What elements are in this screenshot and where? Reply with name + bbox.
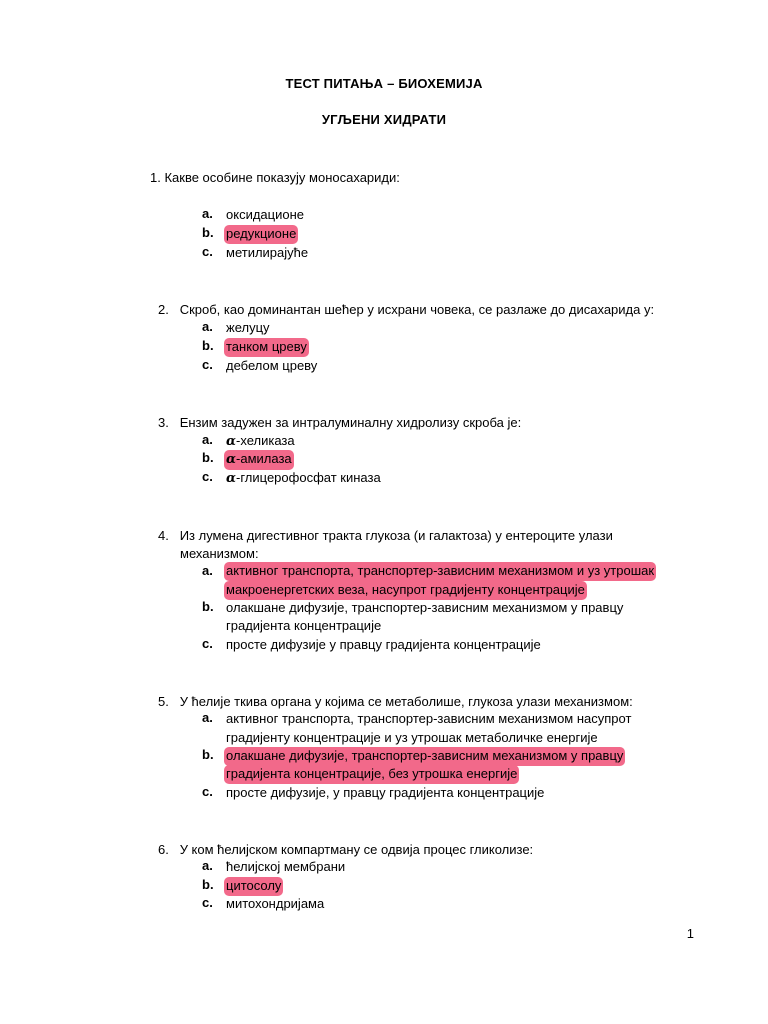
page-subtitle: УГЉЕНИ ХИДРАТИ: [321, 112, 447, 127]
option-text: дебелом цреву: [226, 358, 318, 373]
question-4: [158, 526, 613, 545]
option-text: α-глицерофосфат киназа: [226, 470, 381, 486]
question-number: 1.: [150, 170, 161, 185]
option-letter: c.: [202, 357, 213, 372]
option-letter: b.: [202, 877, 214, 892]
option-text: ћелијској мембрани: [226, 859, 346, 874]
question-text: У ком ћелијском компартману се одвија процес гликолизе:: [179, 842, 534, 857]
question-text: Какве особине показују моносахариди:: [164, 170, 400, 185]
option-letter: a.: [202, 319, 213, 334]
option-text: просте дифузије, у правцу градијента концентрације: [226, 785, 545, 800]
option-letter: b.: [202, 338, 214, 353]
option-text: α-хеликаза: [226, 433, 295, 449]
option-letter: b.: [202, 747, 214, 762]
option-letter: c.: [202, 784, 213, 799]
question-text-line2: механизмом:: [180, 546, 259, 561]
option-letter: c.: [202, 895, 213, 910]
option-text: желуцу: [226, 320, 270, 335]
option-letter: a.: [202, 206, 213, 221]
alpha-symbol: α: [226, 434, 237, 449]
option-text: олакшане дифузије, транспортер-зависним механизмом у правцу: [226, 600, 624, 615]
alpha-symbol: α: [226, 452, 237, 467]
option-text: оксидационе: [226, 207, 304, 222]
question-text: Скроб, као доминантан шећер у исхрани човека, се разлаже до дисахарида у:: [179, 302, 655, 317]
page-number: 1: [686, 926, 694, 941]
question-6: [158, 840, 533, 859]
option-text-highlighted: танком цреву: [224, 338, 309, 357]
option-text: градијента концентрације: [226, 618, 382, 633]
option-letter: a.: [202, 432, 213, 447]
option-letter: a.: [202, 710, 213, 725]
question-number: 4.: [158, 528, 169, 543]
option-letter: c.: [202, 244, 213, 259]
option-letter: c.: [202, 469, 213, 484]
question-number: 3.: [158, 415, 169, 430]
option-text-highlighted: макроенергетских веза, насупрот градијенту концентрације: [224, 581, 587, 600]
option-text-highlighted: градијента концентрације, без утрошка енергије: [224, 765, 519, 784]
option-letter: b.: [202, 450, 214, 465]
option-text-highlighted: олакшане дифузије, транспортер-зависним механизмом у правцу: [224, 747, 625, 766]
alpha-symbol: α: [226, 471, 237, 486]
option-letter: c.: [202, 636, 213, 651]
option-text-highlighted: цитосолу: [224, 877, 283, 896]
question-number: 5.: [158, 694, 169, 709]
option-letter: a.: [202, 563, 213, 578]
option-letter: b.: [202, 225, 214, 240]
question-2: [158, 300, 654, 319]
question-number: 2.: [158, 302, 169, 317]
option-letter: a.: [202, 858, 213, 873]
option-text: метилирајуће: [226, 245, 309, 260]
option-text: активног транспорта, транспортер-зависним механизмом насупрот: [226, 711, 632, 726]
option-text: градијенту концентрације и уз утрошак метаболичке енергије: [226, 730, 598, 745]
question-text-line1: Из лумена дигестивног тракта глукоза (и галактоза) у ентероците улази: [179, 528, 613, 543]
option-text-highlighted: α-амилаза: [224, 450, 294, 470]
question-1: [150, 168, 400, 187]
option-text-highlighted: активног транспорта, транспортер-зависним механизмом и уз утрошак: [224, 562, 656, 581]
question-3: [158, 413, 521, 432]
question-text: Ензим задужен за интралуминалну хидролизу скроба је:: [179, 415, 522, 430]
question-text: У ћелије ткива органа у којима се метаболише, глукоза улази механизмом:: [179, 694, 633, 709]
question-5: [158, 692, 633, 711]
option-text: просте дифузије у правцу градијента концентрације: [226, 637, 541, 652]
question-number: 6.: [158, 842, 169, 857]
option-letter: b.: [202, 599, 214, 614]
page-title: ТЕСТ ПИТАЊА – БИОХЕМИЈА: [285, 76, 483, 91]
option-text: митохондријама: [226, 896, 325, 911]
option-text-highlighted: редукционе: [224, 225, 298, 244]
